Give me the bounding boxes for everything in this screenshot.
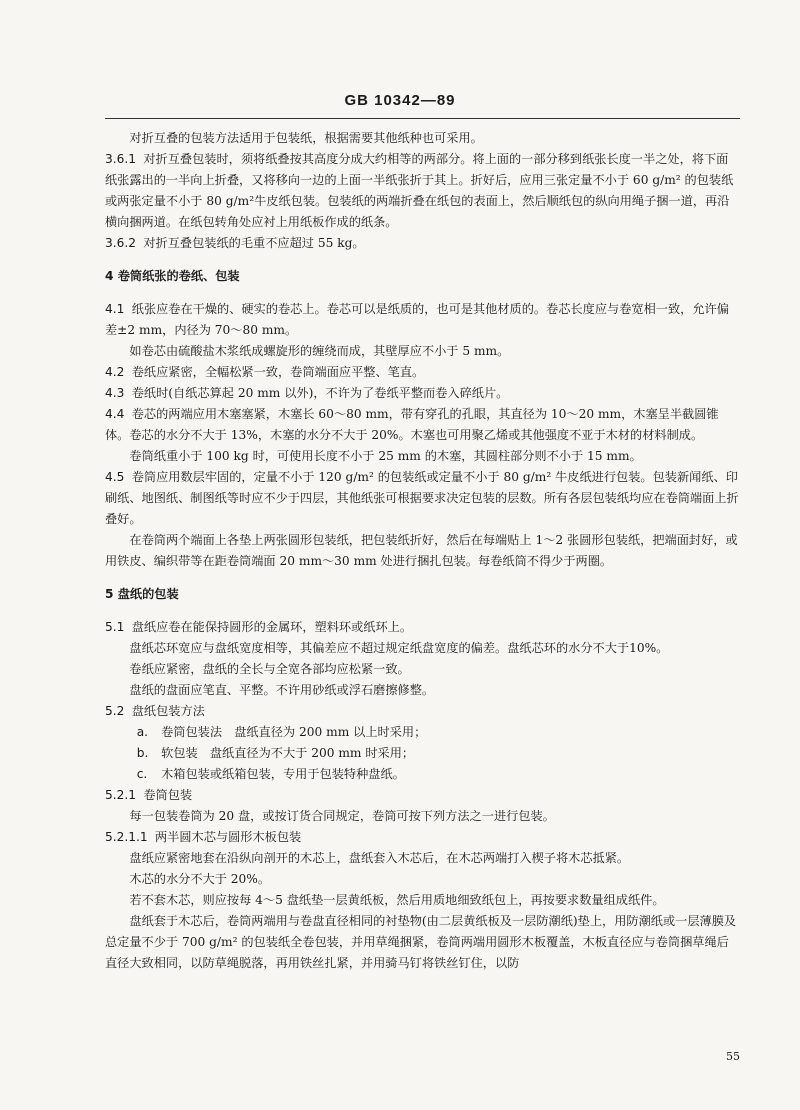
clause-number: 3.6.1: [105, 152, 137, 166]
paragraph-5-2-1-1c: 木芯的水分不大于 20%。: [129, 872, 271, 886]
clause-number: 5.2.1: [105, 788, 137, 802]
paragraph-4-5b: 在卷筒两个端面上各垫上两张圆形包装纸，把包装纸折好，然后在每端贴上 1～2 张圆形包装纸，把端面封好，或用铁皮、编织带等在距卷筒端面 20 mm～30 mm 处进行捆扎包装。每卷纸筒不得少于两圈。: [105, 533, 738, 568]
header-rule: [105, 118, 740, 119]
clause-number: 4.1: [105, 302, 125, 316]
list-text: 软包装 盘纸直径为不大于 200 mm 时采用；: [161, 746, 415, 760]
paragraph-4-1b: 如卷芯由硫酸盐木浆纸成螺旋形的缠绕而成，其壁厚应不小于 5 mm。: [129, 344, 510, 358]
clause-text: 卷纸时(自纸芯算起 20 mm 以外)，不许为了卷纸平整而卷入碎纸片。: [131, 386, 509, 400]
clause-text: 盘纸应卷在能保持圆形的金属环，塑料环或纸环上。: [131, 620, 413, 634]
page-number: 55: [726, 1050, 740, 1063]
clause-text: 盘纸包装方法: [131, 704, 205, 718]
clause-number: 5.1: [105, 620, 125, 634]
standard-header: GB 10342—89: [344, 92, 456, 109]
clause-text: 卷芯的两端应用木塞塞紧，木塞长 60～80 mm，带有穿孔的孔眼，其直径为 10～20 mm，木塞呈半截圆锥体。卷芯的水分不大于 13%，木塞的水分不大于 20%。木塞也可用聚乙烯或其他强度不亚于木材的材料制成。: [105, 407, 719, 442]
document-body: [105, 128, 740, 974]
clause-text: 对折互叠包装时，须将纸叠按其高度分成大约相等的两部分。将上面的一部分移到纸张长度一半之处，将下面纸张露出的一半向上折叠，又将移向一边的上面一半纸张折于其上。折好后，应用三张定量不小于 60 g/m² 的包装纸或两张定量不小于 80 g/m²牛皮纸包装。包装纸的两端折叠在纸包的表面上，然后顺纸包的纵向用绳子捆一道，再沿横向捆两道。在纸包转角处应衬上用纸板作成的纸条。: [105, 152, 734, 229]
paragraph-5-2-1-1b: 盘纸应紧密地套在沿纵向剖开的木芯上，盘纸套入木芯后，在木芯两端打入楔子将木芯抵紧。: [129, 851, 630, 865]
list-text: 木箱包装或纸箱包装，专用于包装特种盘纸。: [161, 767, 405, 781]
clause-number: 4.2: [105, 365, 125, 379]
clause-4-2: [105, 362, 740, 383]
list-item-a: [105, 722, 740, 743]
paragraph-5-2-1-1d: 若不套木芯，则应按每 4～5 盘纸垫一层黄纸板，然后用质地细致纸包上，再按要求数量组成纸件。: [129, 893, 665, 907]
clause-5-2-1-1: [105, 827, 740, 848]
clause-5-2: [105, 701, 740, 722]
list-label: c.: [136, 767, 148, 781]
list-text: 卷筒包装法 盘纸直径为 200 mm 以上时采用；: [161, 725, 427, 739]
clause-number: 5.2.1.1: [105, 830, 148, 844]
paragraph-5-2-1b: 每一包装卷筒为 20 盘，或按订货合同规定，卷筒可按下列方法之一进行包装。: [129, 809, 555, 823]
section-heading-4: 4 卷筒纸张的卷纸、包装: [105, 269, 240, 283]
clause-3-6-1: [105, 149, 740, 233]
clause-text: 纸张应卷在干燥的、硬实的卷芯上。卷芯可以是纸质的，也可是其他材质的。卷芯长度应与卷宽相一致，允许偏差±2 mm，内径为 70～80 mm。: [105, 302, 729, 337]
clause-4-4: [105, 404, 740, 446]
clause-4-1: [105, 299, 740, 341]
paragraph-5-1c: 卷纸应紧密，盘纸的全长与全宽各部均应松紧一致。: [129, 662, 410, 676]
paragraph-5-2-1-1e: 盘纸套于木芯后，卷筒两端用与卷盘直径相同的衬垫物(由二层黄纸板及一层防潮纸)垫上，用防潮纸或一层薄膜及总定量不少于 700 g/m² 的包装纸全卷包装，并用草绳捆紧，卷筒两端用圆形木板覆盖，木板直径应与卷筒捆草绳后直径大致相同，以防草绳脱落，再用铁丝扎紧，并用骑马钉将铁丝钉住，以防: [105, 914, 737, 970]
section-heading-5: 5 盘纸的包装: [105, 587, 179, 601]
clause-number: 3.6.2: [105, 236, 137, 250]
list-label: a.: [136, 725, 149, 739]
paragraph-5-1b: 盘纸芯环宽应与盘纸宽度相等，其偏差应不超过规定纸盘宽度的偏差。盘纸芯环的水分不大于10%。: [129, 641, 669, 655]
clause-text: 卷纸应紧密，全幅松紧一致，卷筒端面应平整、笔直。: [131, 365, 425, 379]
clause-5-2-1: [105, 785, 740, 806]
clause-text: 卷筒包装: [143, 788, 193, 802]
clause-4-3: [105, 383, 740, 404]
clause-text: 两半圆木芯与圆形木板包装: [154, 830, 302, 844]
clause-3-6-2: [105, 233, 740, 254]
clause-text: 对折互叠包装纸的毛重不应超过 55 kg。: [143, 236, 365, 250]
clause-number: 4.4: [105, 407, 125, 421]
clause-4-5: [105, 467, 740, 530]
paragraph-5-1d: 盘纸的盘面应笔直、平整。不许用砂纸或浮石磨擦修整。: [129, 683, 435, 697]
clause-5-1: [105, 617, 740, 638]
list-item-b: [105, 743, 740, 764]
paragraph-intro: 对折互叠的包装方法适用于包装纸，根据需要其他纸种也可采用。: [129, 131, 483, 145]
list-item-c: [105, 764, 740, 785]
clause-number: 5.2: [105, 704, 125, 718]
clause-number: 4.5: [105, 470, 125, 484]
list-label: b.: [136, 746, 149, 760]
clause-number: 4.3: [105, 386, 125, 400]
paragraph-4-4b: 卷筒纸重小于 100 kg 时，可使用长度不小于 25 mm 的木塞，其圆柱部分则不小于 15 mm。: [129, 449, 642, 463]
clause-text: 卷筒应用数层牢固的，定量不小于 120 g/m² 的包装纸或定量不小于 80 g/m² 牛皮纸进行包装。包装新闻纸、印刷纸、地图纸、制图纸等时应不少于四层，其他纸张可根据要求决定包装的层数。所有各层包装纸均应在卷筒端面上折叠好。: [105, 470, 739, 526]
